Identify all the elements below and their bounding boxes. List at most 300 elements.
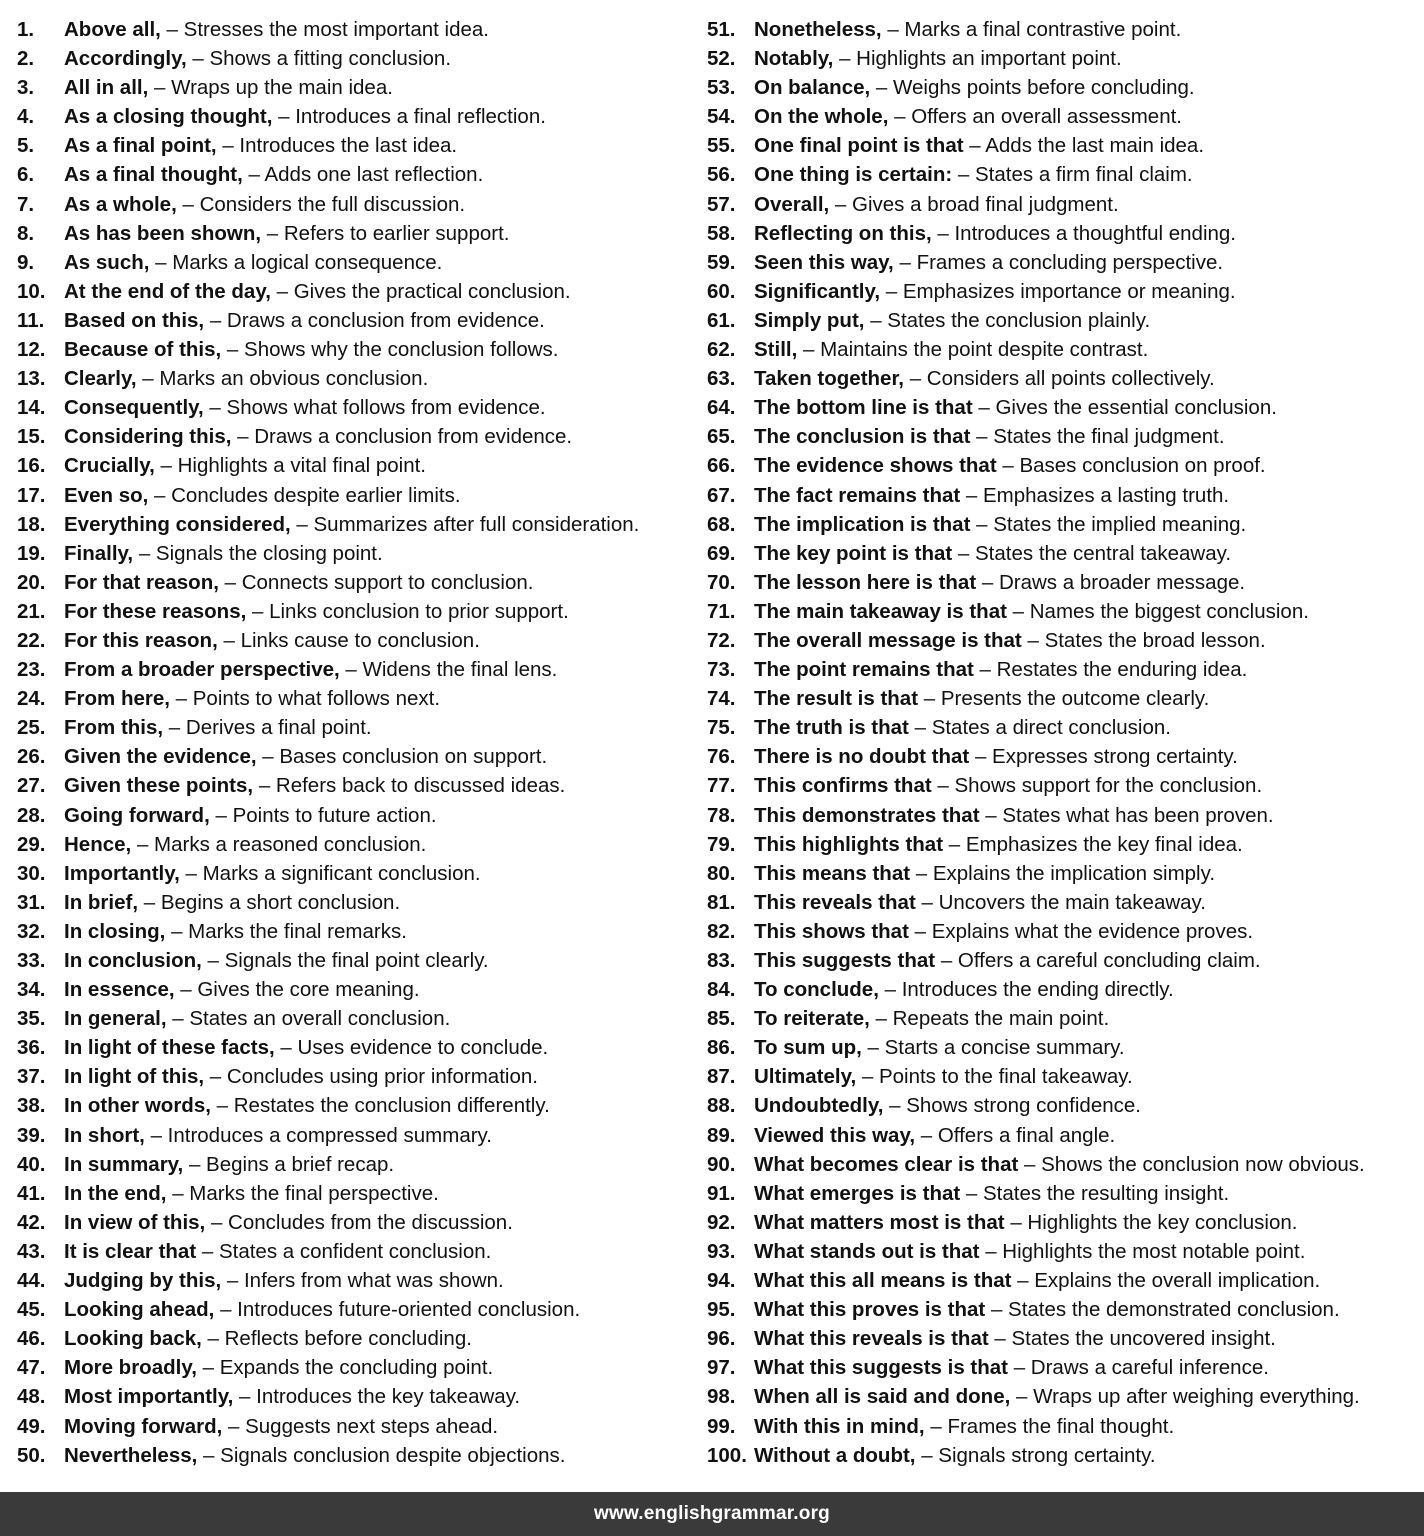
item-description: – Signals the final point clearly.	[207, 949, 489, 972]
item-description: – Presents the outcome clearly.	[923, 687, 1210, 711]
item-number: 73.	[707, 658, 736, 682]
list-item	[707, 1353, 1423, 1382]
item-description: – Stresses the most important idea.	[166, 18, 490, 41]
item-number: 27.	[17, 774, 46, 798]
item-description: – Wraps up after weighing everything.	[1016, 1385, 1360, 1409]
item-phrase: To sum up,	[754, 1036, 862, 1060]
item-number: 47.	[17, 1356, 46, 1380]
item-number: 58.	[707, 221, 736, 245]
item-number: 28.	[17, 803, 46, 827]
item-description: – States the broad lesson.	[1027, 628, 1266, 652]
item-description: – Gives the core meaning.	[180, 978, 420, 1002]
item-number: 6.	[17, 163, 35, 187]
item-description: – Shows strong confidence.	[889, 1094, 1141, 1118]
item-phrase: This confirms that	[754, 774, 932, 798]
left-column	[17, 15, 697, 1470]
item-phrase: Nonetheless,	[754, 18, 882, 41]
list-item	[17, 1179, 697, 1208]
item-phrase: Ultimately,	[754, 1065, 857, 1089]
item-number: 12.	[17, 338, 46, 362]
item-number: 81.	[707, 890, 736, 914]
item-phrase: Even so,	[64, 483, 149, 507]
item-description: – States the uncovered insight.	[994, 1327, 1276, 1351]
list-item	[17, 335, 697, 364]
footer-website-text: www.englishgrammar.org	[594, 1503, 830, 1524]
item-description: – Marks the final perspective.	[172, 1181, 439, 1205]
list-item	[17, 917, 697, 946]
item-number: 89.	[707, 1123, 736, 1147]
list-item	[707, 801, 1423, 830]
item-phrase: In short,	[64, 1123, 145, 1147]
item-description: – States what has been proven.	[985, 803, 1274, 827]
item-description: – Restates the conclusion differently.	[216, 1094, 550, 1118]
item-description: – Highlights the most notable point.	[985, 1239, 1306, 1263]
item-description: – Points to the final takeaway.	[861, 1065, 1133, 1089]
item-phrase: As a closing thought,	[64, 105, 273, 129]
item-phrase: Undoubtedly,	[754, 1094, 884, 1118]
item-number: 24.	[17, 687, 46, 711]
item-phrase: The truth is that	[754, 716, 909, 740]
item-phrase: In brief,	[64, 890, 139, 914]
item-phrase: In view of this,	[64, 1210, 206, 1234]
item-description: – Introduces the last idea.	[222, 134, 458, 158]
list-item	[17, 510, 697, 539]
item-phrase: Notably,	[754, 47, 834, 71]
item-number: 63.	[707, 367, 736, 391]
item-description: – Marks an obvious conclusion.	[142, 367, 429, 391]
item-phrase: What stands out is that	[754, 1239, 980, 1263]
list-item	[707, 946, 1423, 975]
item-description: – Explains the overall implication.	[1017, 1269, 1321, 1293]
item-phrase: For these reasons,	[64, 599, 247, 623]
item-number: 3.	[17, 76, 35, 100]
item-description: – Introduces the ending directly.	[884, 978, 1174, 1002]
item-phrase: Nevertheless,	[64, 1443, 198, 1467]
item-description: – Signals conclusion despite objections.	[203, 1443, 566, 1467]
item-phrase: With this in mind,	[754, 1414, 925, 1438]
item-description: – States a direct conclusion.	[914, 716, 1171, 740]
item-number: 55.	[707, 134, 736, 158]
list-item	[17, 713, 697, 742]
item-number: 59.	[707, 250, 736, 274]
item-number: 90.	[707, 1152, 736, 1176]
item-description: – Emphasizes the key final idea.	[948, 832, 1243, 856]
item-number: 38.	[17, 1094, 46, 1118]
list-item	[17, 684, 697, 713]
item-phrase: Significantly,	[754, 279, 881, 303]
item-phrase: The key point is that	[754, 541, 953, 565]
list-item	[707, 1150, 1423, 1179]
item-description: – Reflects before concluding.	[207, 1327, 472, 1351]
item-description: – Introduces future-oriented conclusion.	[220, 1298, 581, 1322]
item-phrase: What this reveals is that	[754, 1327, 989, 1351]
item-number: 48.	[17, 1385, 46, 1409]
item-phrase: As has been shown,	[64, 221, 262, 245]
item-number: 37.	[17, 1065, 46, 1089]
item-description: – Draws a broader message.	[981, 570, 1246, 594]
item-number: 29.	[17, 832, 46, 856]
list-item	[17, 131, 697, 160]
list-item	[17, 219, 697, 248]
item-description: – Marks a logical consequence.	[155, 250, 443, 274]
item-phrase: To reiterate,	[754, 1007, 870, 1031]
item-phrase: In general,	[64, 1007, 167, 1031]
item-phrase: The point remains that	[754, 658, 974, 682]
list-item	[17, 1121, 697, 1150]
item-description: – Signals strong certainty.	[921, 1443, 1156, 1467]
list-item	[707, 1179, 1423, 1208]
item-number: 67.	[707, 483, 736, 507]
item-number: 96.	[707, 1327, 736, 1351]
item-description: – Repeats the main point.	[875, 1007, 1110, 1031]
item-number: 31.	[17, 890, 46, 914]
item-number: 53.	[707, 76, 736, 100]
list-item	[17, 15, 697, 44]
item-number: 72.	[707, 628, 736, 652]
item-phrase: Judging by this,	[64, 1269, 222, 1293]
item-phrase: Looking ahead,	[64, 1298, 215, 1322]
item-number: 93.	[707, 1239, 736, 1263]
item-number: 39.	[17, 1123, 46, 1147]
item-number: 22.	[17, 628, 46, 652]
list-item	[707, 219, 1423, 248]
item-phrase: This demonstrates that	[754, 803, 980, 827]
item-number: 62.	[707, 338, 736, 362]
item-number: 82.	[707, 919, 736, 943]
item-description: – Marks a final contrastive point.	[887, 18, 1182, 41]
list-item	[17, 1062, 697, 1091]
item-phrase: The result is that	[754, 687, 919, 711]
item-description: – Shows support for the conclusion.	[937, 774, 1263, 798]
item-number: 84.	[707, 978, 736, 1002]
item-description: – Bases conclusion on proof.	[1002, 454, 1266, 478]
phrase-list	[0, 15, 1424, 1481]
list-item	[17, 1237, 697, 1266]
item-description: – Begins a short conclusion.	[143, 890, 401, 914]
item-phrase: To conclude,	[754, 978, 879, 1002]
item-phrase: One final point is that	[754, 134, 964, 158]
item-number: 20.	[17, 570, 46, 594]
list-item	[17, 1295, 697, 1324]
item-phrase: What this all means is that	[754, 1269, 1012, 1293]
item-number: 61.	[707, 308, 736, 332]
item-number: 19.	[17, 541, 46, 565]
item-phrase: Importantly,	[64, 861, 180, 885]
item-number: 68.	[707, 512, 736, 536]
item-phrase: From this,	[64, 716, 164, 740]
item-description: – Considers the full discussion.	[182, 192, 466, 216]
item-description: – Marks a reasoned conclusion.	[136, 832, 427, 856]
item-number: 83.	[707, 949, 736, 972]
list-item	[17, 539, 697, 568]
list-item	[17, 73, 697, 102]
item-phrase: There is no doubt that	[754, 745, 970, 769]
item-number: 9.	[17, 250, 35, 274]
item-description: – Links conclusion to prior support.	[252, 599, 569, 623]
item-phrase: Everything considered,	[64, 512, 291, 536]
item-description: – Introduces the key takeaway.	[239, 1385, 521, 1409]
item-description: – Adds the last main idea.	[969, 134, 1205, 158]
item-description: – States a firm final claim.	[957, 163, 1193, 187]
item-description: – States the final judgment.	[976, 425, 1225, 449]
item-phrase: What becomes clear is that	[754, 1152, 1019, 1176]
item-description: – Gives the practical conclusion.	[276, 279, 571, 303]
item-description: – Shows why the conclusion follows.	[226, 338, 559, 362]
list-item	[707, 539, 1423, 568]
item-phrase: From a broader perspective,	[64, 658, 340, 682]
item-description: – Expresses strong certainty.	[974, 745, 1238, 769]
list-item	[17, 1324, 697, 1353]
list-item	[17, 1382, 697, 1411]
item-phrase: What this proves is that	[754, 1298, 986, 1322]
item-phrase: This highlights that	[754, 832, 944, 856]
item-phrase: In conclusion,	[64, 949, 202, 972]
list-item	[707, 1412, 1423, 1441]
item-number: 56.	[707, 163, 736, 187]
item-phrase: In the end,	[64, 1181, 167, 1205]
item-number: 25.	[17, 716, 46, 740]
item-phrase: At the end of the day,	[64, 279, 271, 303]
list-item	[707, 248, 1423, 277]
list-item	[17, 306, 697, 335]
item-phrase: As a final thought,	[64, 163, 243, 187]
list-item	[707, 364, 1423, 393]
item-phrase: Finally,	[64, 541, 134, 565]
item-phrase: In essence,	[64, 978, 175, 1002]
item-number: 17.	[17, 483, 46, 507]
item-number: 7.	[17, 192, 35, 216]
item-phrase: This reveals that	[754, 890, 916, 914]
item-description: – States the resulting insight.	[965, 1181, 1230, 1205]
item-phrase: Overall,	[754, 192, 830, 216]
item-phrase: Clearly,	[64, 367, 137, 391]
item-description: – Shows a fitting conclusion.	[192, 47, 452, 71]
item-phrase: Seen this way,	[754, 250, 894, 274]
item-number: 54.	[707, 105, 736, 129]
item-description: – Points to future action.	[215, 803, 437, 827]
list-item	[707, 102, 1423, 131]
list-item	[17, 102, 697, 131]
item-number: 43.	[17, 1239, 46, 1263]
list-item	[17, 277, 697, 306]
item-number: 14.	[17, 396, 46, 420]
item-phrase: Viewed this way,	[754, 1123, 916, 1147]
item-description: – Gives a broad final judgment.	[834, 192, 1119, 216]
item-description: – Draws a conclusion from evidence.	[237, 425, 573, 449]
list-item	[17, 160, 697, 189]
item-description: – Wraps up the main idea.	[154, 76, 393, 100]
list-item	[17, 44, 697, 73]
item-phrase: In closing,	[64, 919, 166, 943]
list-item	[17, 1441, 697, 1470]
item-number: 11.	[17, 308, 45, 332]
item-number: 80.	[707, 861, 736, 885]
item-phrase: Reflecting on this,	[754, 221, 932, 245]
list-item	[707, 15, 1423, 44]
item-phrase: In light of these facts,	[64, 1036, 275, 1060]
item-phrase: It is clear that	[64, 1239, 197, 1263]
list-item	[17, 190, 697, 219]
item-number: 13.	[17, 367, 46, 391]
item-phrase: As a final point,	[64, 134, 217, 158]
item-description: – Concludes using prior information.	[209, 1065, 538, 1089]
item-description: – Offers a final angle.	[920, 1123, 1116, 1147]
list-item	[707, 655, 1423, 684]
list-item	[707, 1441, 1423, 1470]
item-phrase: This means that	[754, 861, 911, 885]
item-phrase: The bottom line is that	[754, 396, 973, 420]
item-number: 4.	[17, 105, 35, 129]
item-number: 10.	[17, 279, 46, 303]
item-description: – Highlights an important point.	[839, 47, 1122, 71]
item-phrase: Still,	[754, 338, 798, 362]
item-number: 30.	[17, 861, 46, 885]
item-phrase: The fact remains that	[754, 483, 961, 507]
list-item	[707, 131, 1423, 160]
list-item	[707, 1266, 1423, 1295]
item-number: 71.	[707, 599, 736, 623]
item-description: – Points to what follows next.	[175, 687, 441, 711]
list-item	[707, 451, 1423, 480]
item-phrase: Crucially,	[64, 454, 155, 478]
list-item	[707, 44, 1423, 73]
list-item	[707, 1004, 1423, 1033]
list-item	[707, 1033, 1423, 1062]
list-item	[707, 917, 1423, 946]
item-number: 5.	[17, 134, 35, 158]
list-item	[707, 306, 1423, 335]
item-number: 2.	[17, 47, 35, 71]
item-number: 44.	[17, 1269, 46, 1293]
item-number: 64.	[707, 396, 736, 420]
list-item	[707, 160, 1423, 189]
item-description: – Begins a brief recap.	[188, 1152, 395, 1176]
item-description: – States the implied meaning.	[976, 512, 1247, 536]
item-phrase: Above all,	[64, 18, 161, 41]
list-item	[707, 190, 1423, 219]
item-description: – Summarizes after full consideration.	[296, 512, 640, 536]
item-phrase: On balance,	[754, 76, 871, 100]
item-phrase: In light of this,	[64, 1065, 205, 1089]
list-item	[17, 946, 697, 975]
list-item	[707, 1382, 1423, 1411]
list-item	[707, 510, 1423, 539]
list-item	[17, 975, 697, 1004]
item-phrase: Without a doubt,	[754, 1443, 916, 1467]
item-phrase: On the whole,	[754, 105, 889, 129]
list-item	[17, 364, 697, 393]
item-description: – Emphasizes importance or meaning.	[885, 279, 1236, 303]
footer-bar	[0, 1492, 1424, 1536]
list-item	[707, 481, 1423, 510]
item-number: 35.	[17, 1007, 46, 1031]
item-description: – Marks the final remarks.	[171, 919, 407, 943]
item-description: – Introduces a final reflection.	[278, 105, 546, 129]
list-item	[17, 1150, 697, 1179]
item-number: 40.	[17, 1152, 46, 1176]
list-item	[707, 1324, 1423, 1353]
item-phrase: Taken together,	[754, 367, 904, 391]
item-description: – Suggests next steps ahead.	[228, 1414, 499, 1438]
list-item	[17, 1266, 697, 1295]
item-description: – States the demonstrated conclusion.	[990, 1298, 1340, 1322]
item-phrase: More broadly,	[64, 1356, 197, 1380]
item-phrase: Because of this,	[64, 338, 222, 362]
item-description: – Concludes from the discussion.	[210, 1210, 513, 1234]
item-number: 88.	[707, 1094, 736, 1118]
item-phrase: Hence,	[64, 832, 132, 856]
item-phrase: What emerges is that	[754, 1181, 961, 1205]
item-number: 36.	[17, 1036, 46, 1060]
item-phrase: Given these points,	[64, 774, 254, 798]
item-number: 15.	[17, 425, 46, 449]
item-phrase: The evidence shows that	[754, 454, 997, 478]
list-item	[17, 742, 697, 771]
item-description: – Connects support to conclusion.	[224, 570, 534, 594]
item-number: 66.	[707, 454, 736, 478]
list-item	[17, 422, 697, 451]
list-item	[707, 73, 1423, 102]
item-description: – Offers a careful concluding claim.	[940, 949, 1261, 972]
item-number: 42.	[17, 1210, 46, 1234]
item-phrase: Moving forward,	[64, 1414, 223, 1438]
item-number: 26.	[17, 745, 46, 769]
item-phrase: What matters most is that	[754, 1210, 1005, 1234]
item-number: 92.	[707, 1210, 736, 1234]
item-description: – Starts a concise summary.	[867, 1036, 1125, 1060]
list-item	[707, 713, 1423, 742]
list-item	[17, 1208, 697, 1237]
list-item	[707, 335, 1423, 364]
item-number: 74.	[707, 687, 736, 711]
list-item	[17, 859, 697, 888]
item-description: – Draws a careful inference.	[1013, 1356, 1269, 1380]
list-item	[707, 975, 1423, 1004]
list-item	[707, 888, 1423, 917]
item-number: 75.	[707, 716, 736, 740]
item-number: 69.	[707, 541, 736, 565]
item-phrase: Looking back,	[64, 1327, 202, 1351]
item-description: – States the conclusion plainly.	[870, 308, 1151, 332]
item-number: 49.	[17, 1414, 46, 1438]
item-description: – States an overall conclusion.	[172, 1007, 451, 1031]
item-description: – Expands the concluding point.	[202, 1356, 494, 1380]
list-item	[707, 626, 1423, 655]
list-item	[707, 597, 1423, 626]
item-number: 45.	[17, 1298, 46, 1322]
item-number: 32.	[17, 919, 46, 943]
list-item	[707, 1062, 1423, 1091]
list-item	[17, 1033, 697, 1062]
list-item	[707, 771, 1423, 800]
item-number: 65.	[707, 425, 736, 449]
item-phrase: The conclusion is that	[754, 425, 971, 449]
list-item	[17, 655, 697, 684]
list-item	[17, 1091, 697, 1120]
item-number: 78.	[707, 803, 736, 827]
item-description: – Signals the closing point.	[138, 541, 383, 565]
right-column	[707, 15, 1423, 1470]
item-description: – Introduces a thoughtful ending.	[937, 221, 1237, 245]
item-phrase: The lesson here is that	[754, 570, 977, 594]
list-item	[707, 742, 1423, 771]
list-item	[707, 277, 1423, 306]
item-number: 95.	[707, 1298, 736, 1322]
item-phrase: All in all,	[64, 76, 149, 100]
item-phrase: As such,	[64, 250, 150, 274]
item-description: – Gives the essential conclusion.	[978, 396, 1277, 420]
item-phrase: One thing is certain:	[754, 163, 953, 187]
